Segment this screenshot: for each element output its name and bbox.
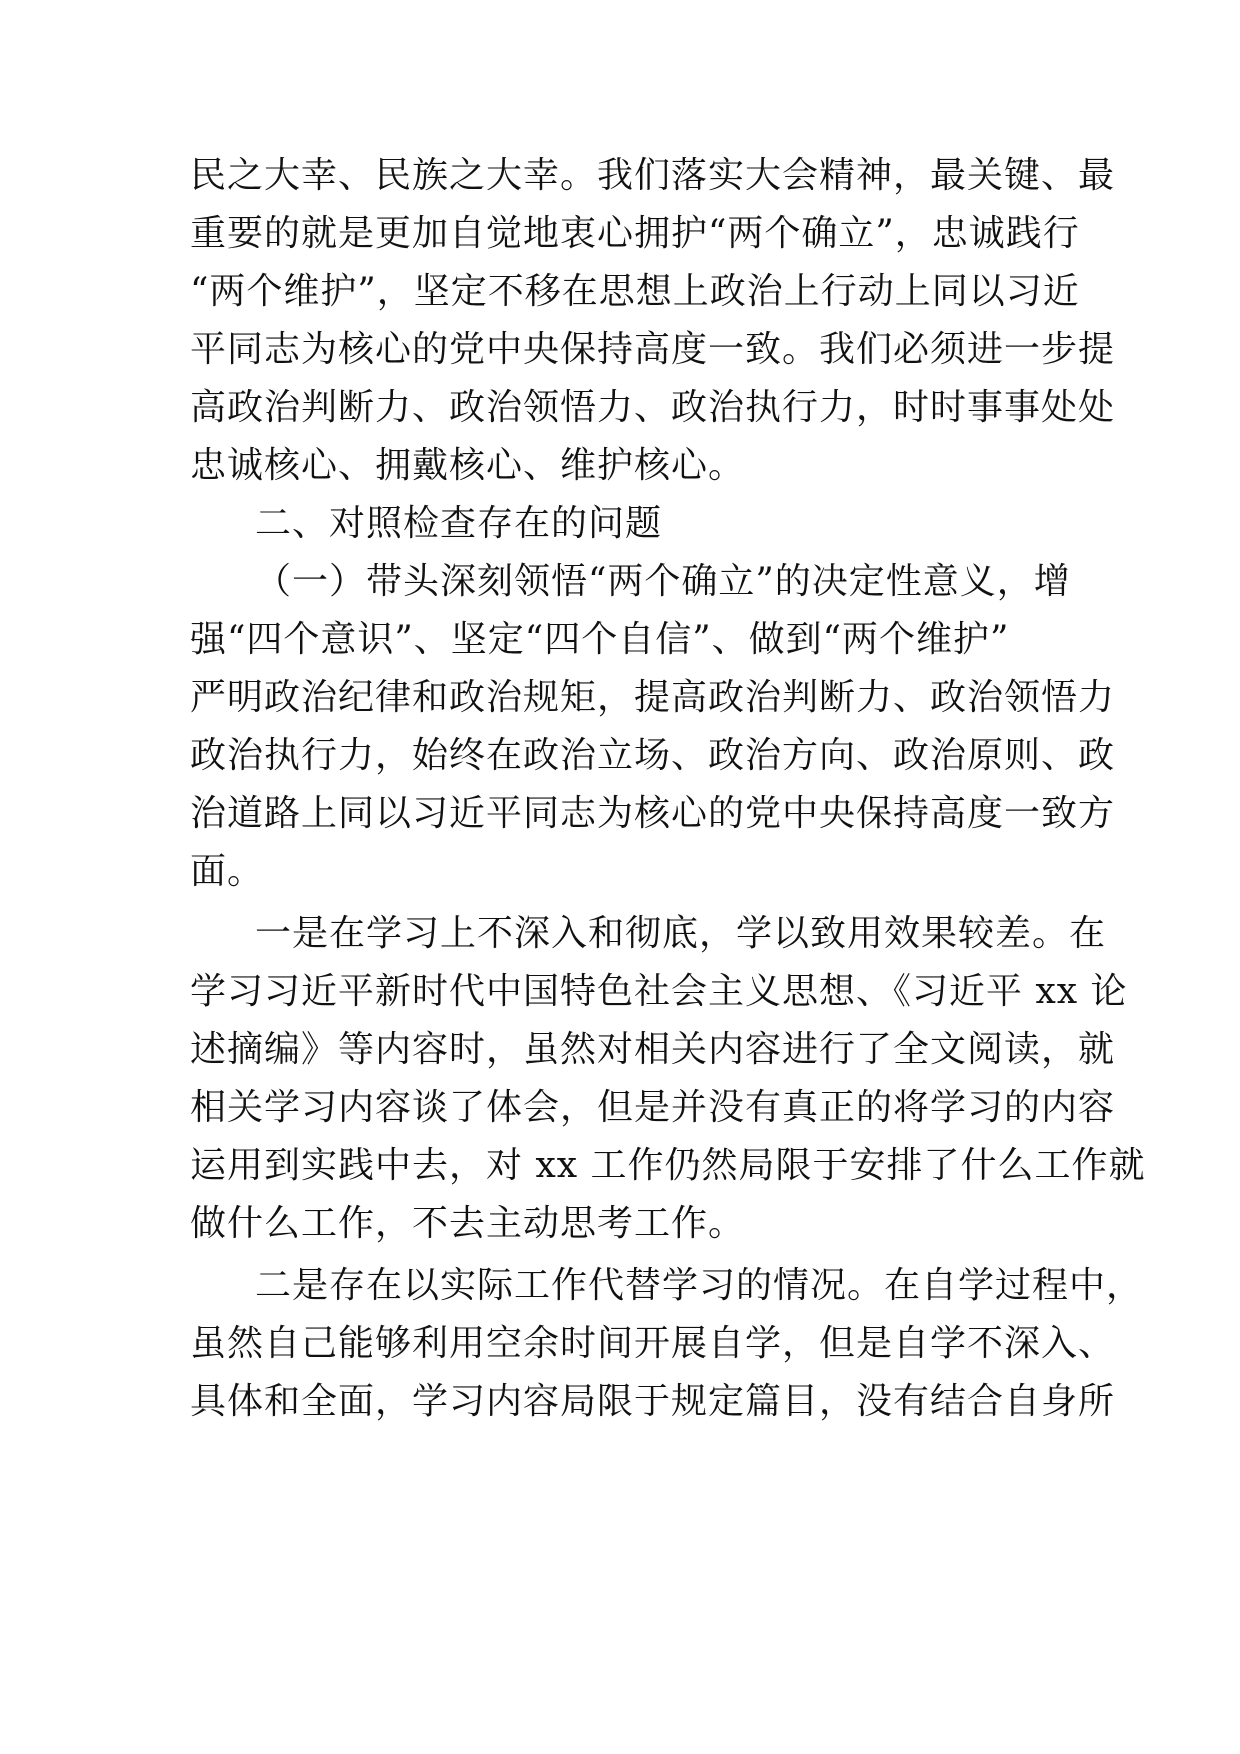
subsection-heading-line: 治道路上同以习近平同志为核心的党中央保持高度一致方	[190, 793, 1116, 834]
paragraph-line: 平同志为核心的党中央保持高度一致。我们必须进一步提	[190, 329, 1116, 370]
paragraph-line: 运用到实践中去，对 xx 工作仍然局限于安排了什么工作就	[190, 1145, 1146, 1186]
section-heading: 二、对照检查存在的问题	[255, 503, 663, 544]
paragraph-line: 忠诚核心、拥戴核心、维护核心。	[190, 445, 746, 486]
subsection-heading-line: 面。	[190, 851, 265, 892]
subsection-heading-line: 严明政治纪律和政治规矩，提高政治判断力、政治领悟力	[190, 677, 1116, 718]
paragraph-line: 做什么工作，不去主动思考工作。	[190, 1203, 746, 1244]
paragraph-line: 二是存在以实际工作代替学习的情况。在自学过程中，	[255, 1265, 1144, 1306]
paragraph-line: 虽然自己能够利用空余时间开展自学，但是自学不深入、	[190, 1323, 1116, 1364]
subsection-heading-line: （一）带头深刻领悟“两个确立”的决定性意义，增	[255, 561, 1071, 602]
paragraph-line: “两个维护”，坚定不移在思想上政治上行动上同以习近	[190, 271, 1080, 312]
paragraph-line: 相关学习内容谈了体会，但是并没有真正的将学习的内容	[190, 1087, 1116, 1128]
paragraph-line: 重要的就是更加自觉地衷心拥护“两个确立”，忠诚践行	[190, 213, 1080, 254]
paragraph-line: 一是在学习上不深入和彻底，学以致用效果较差。在	[255, 913, 1107, 954]
paragraph-line: 具体和全面，学习内容局限于规定篇目，没有结合自身所	[190, 1381, 1116, 1422]
paragraph-line: 述摘编》等内容时，虽然对相关内容进行了全文阅读，就	[190, 1029, 1116, 1070]
subsection-heading-line: 强“四个意识”、坚定“四个自信”、做到“两个维护”	[190, 619, 1010, 660]
subsection-heading-line: 政治执行力，始终在政治立场、政治方向、政治原则、政	[190, 735, 1116, 776]
paragraph-line: 学习习近平新时代中国特色社会主义思想、《习近平 xx 论	[190, 971, 1128, 1012]
paragraph-line: 民之大幸、民族之大幸。我们落实大会精神，最关键、最	[190, 155, 1116, 196]
paragraph-line: 高政治判断力、政治领悟力、政治执行力，时时事事处处	[190, 387, 1116, 428]
